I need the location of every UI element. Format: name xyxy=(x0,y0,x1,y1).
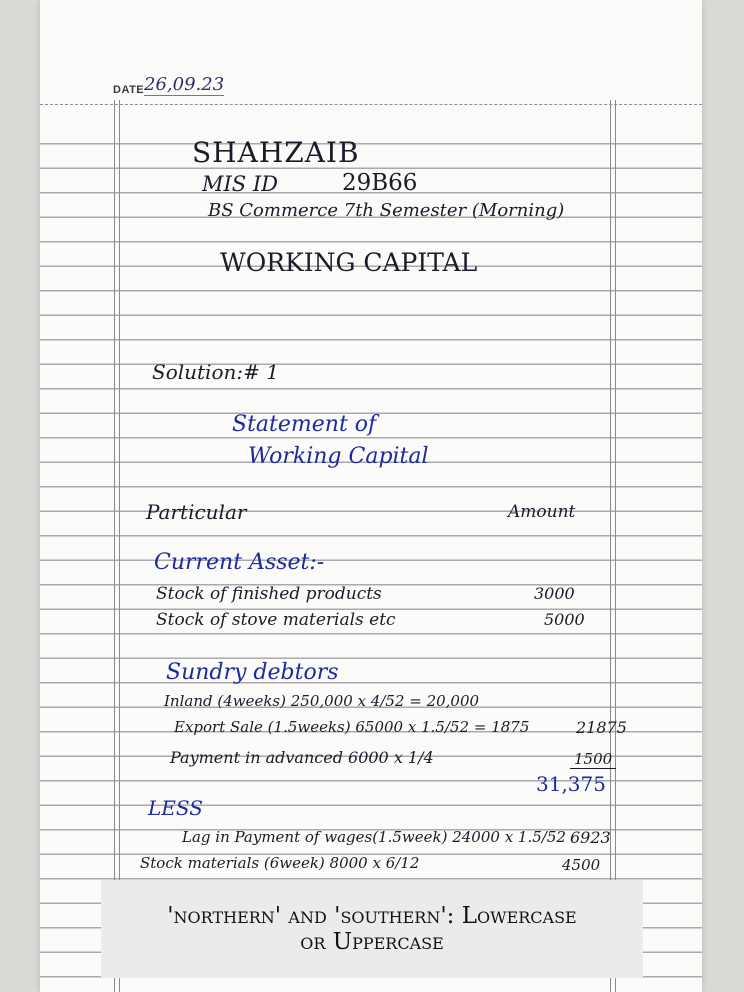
sundry-row-label: Payment in advanced 6000 x 1/4 xyxy=(170,748,434,767)
sundry-row-amount: 1500 xyxy=(570,750,616,769)
row-amount: 5000 xyxy=(544,610,585,629)
notebook-page xyxy=(40,0,702,992)
subtotal-value: 31,375 xyxy=(536,772,606,796)
mis-id-value: 29B66 xyxy=(342,170,418,196)
less-row-amount: 6923 xyxy=(570,828,611,847)
topic-title: WORKING CAPITAL xyxy=(220,248,478,277)
sundry-row-label: Inland (4weeks) 250,000 x 4/52 = 20,000 xyxy=(164,692,480,710)
header-dashed-line xyxy=(40,104,702,105)
solution-label: Solution:# 1 xyxy=(152,360,279,384)
statement-title-line2: Working Capital xyxy=(248,444,429,469)
statement-title-line1: Statement of xyxy=(232,412,377,437)
less-row-label: Stock materials (6week) 8000 x 6/12 xyxy=(140,854,420,872)
sundry-row-amount: 21875 xyxy=(576,718,627,737)
right-margin-line xyxy=(610,100,616,992)
sundry-heading: Sundry debtors xyxy=(166,660,339,685)
caption-text: 'northern' and 'southern': Lowercase or Uppercase xyxy=(167,903,577,955)
date-label: DATE xyxy=(113,84,145,96)
sundry-row-label: Export Sale (1.5weeks) 65000 x 1.5/52 = 1875 xyxy=(174,718,530,736)
col-particular: Particular xyxy=(146,500,247,524)
caption-overlay xyxy=(101,880,643,978)
row-amount: 3000 xyxy=(534,584,575,603)
page-header-area xyxy=(40,0,702,118)
student-name: SHAHZAIB xyxy=(192,136,360,169)
current-assets-heading: Current Asset:- xyxy=(154,550,325,575)
mis-id-label: MIS ID xyxy=(202,172,278,196)
less-heading: LESS xyxy=(148,796,203,820)
row-label: Stock of finished products xyxy=(156,584,382,604)
less-row-label: Lag in Payment of wages(1.5week) 24000 x 1.5/52 xyxy=(182,828,566,846)
program-line: BS Commerce 7th Semester (Morning) xyxy=(208,200,565,221)
col-amount: Amount xyxy=(508,502,576,522)
less-row-amount: 4500 xyxy=(562,856,601,874)
left-margin-line xyxy=(114,100,120,992)
date-value: 26,09.23 xyxy=(144,74,225,95)
row-label: Stock of stove materials etc xyxy=(156,610,396,630)
